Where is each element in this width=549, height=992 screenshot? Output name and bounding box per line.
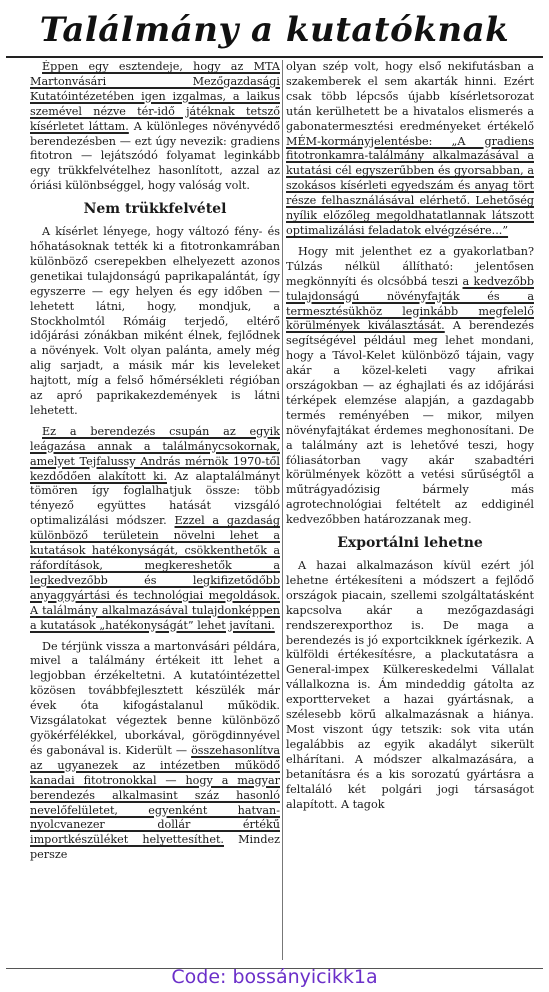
highlighted-text: A találmány alkalmazásával tulajdonképpen a kutatások „hatékonyságát” lehet javítani. [30,603,280,632]
column-divider [282,60,283,960]
clipping-code: Code: bossányicikk1a [171,966,378,988]
subheading: Exportálni lehetne [337,535,483,552]
text-run: De térjünk vissza a martonvásári példára, mivel a találmány értékeit itt lehet a legjobban érzékeltetni. A kutatóintézettel közösen továbbfejlesztett készülék már évek óta kifogástalanul működik. Vizsgálatokat végeztek benne különböző gyökérfélékkel, uborkával, görögdinnyével és gabonával is. Kiderült — [30,639,280,757]
text-run: Hogy mit jelenthet ez a gyakorlatban? Túlzás nélkül állítható: jelentősen megkönnyíti és olcsóbbá teszi [286,244,534,288]
text-run: Mindez persze [30,833,280,862]
highlighted-text: Éppen egy esztendeje, hogy az MTA Martonvásári Mezőgazdasági Kutatóintézetében igen izgalmas, a laikus szemével nézve tér-idő játéknak tetsző kísérletet láttam. [30,60,280,133]
text-run: Az alaptalálmányt tömören így foglalhatjuk össze: több tényező együttes hatását vizsgáló optimalizálási módszer. [30,469,280,528]
highlighted-text: a kedvezőbb tulajdonságú növényfajták és a termesztésükhöz leginkább megfelelő körülmények kiválasztását. [286,274,534,333]
text-run: A berendezés segítségével például meg lehet mondani, hogy a Távol-Kelet különböző tájain, vagy akár a közel-keleti vagy afrikai országokban — az éghajlati és az időjárási térképek elemzése alapján, a gazdagabb termés reményében — mikor, milyen növényfajtákat érdemes meghonosítani. De a találmány azt is lehetővé teszi, hogy fóliasátorban vagy akár szabadtéri körülmények között a vetési sűrűségtől a műtrágyadózisig bármely más agrotechnológiai feltételt az eddiginél kedvezőbben határozzanak meg. [286,319,534,527]
paragraph: A hazai alkalmazáson kívül ezért jól lehetne értékesíteni a módszert a fejlődő országok piacain, szellemi szolgáltatásként kapcsolva akár a mezőgazdasági rendszerexporthoz is. De maga a berendezés is jó exportcikknek ígérkezik. A külföldi értékesítésre, a plackutatásra a General-impex Külkereskedelmi Vállalat vállalkozna is. Ám mindeddig gátolta az exportterveket a hazai gyártásnak, a szélesebb körű alkalmazásnak a hiánya. Most viszont úgy tetszik: sok vita után legalábbis az egyik akadályt sikerült elhárítani. A módszer alkalmazására, a betanításra és a kis sorozatú gyártásra a feltaláló két polgári jogi társaságot alapított. A tagok [286,559,534,811]
highlighted-text: MÉM-kormányjelentésbe: „A gradiens fitotronkamra-találmány alkalmazásával a kutatási cél egyszerűbben és gyorsabban, a szokásos kísérleti egyedszám és anyag tört része felhasználásával elérhető. Lehetőség nyílik előzőleg megoldhatatlannak látszott optimalizálási feladatok elvégzésére...” [286,134,534,237]
article-headline: Találmány a kutatóknak [39,10,510,50]
article-column-right [286,60,534,966]
subheading: Nem trükkfelvétel [83,201,227,218]
paragraph [30,425,280,634]
highlighted-text: Ez a berendezés csupán az egyik leágazása annak a találmánycsokornak, amelyet Tejfalussy András mérnök 1970-től kezdődően alakított ki. [30,424,280,483]
paragraph [286,245,534,528]
text-run: olyan szép volt, hogy első nekifutásban a szakemberek el sem akarták hinni. Ezért csak több lépcsős újabb kísérletsorozat után kerülhetett be a hivatalos elismerés a gabonatermesztési eredményeket értékelő [286,60,534,133]
paragraph [286,60,534,239]
highlighted-text: összehasonlítva az ugyanezek az intézetben működő kanadai fitotronokkal — hogy a magyar berendezés alkalmasint száz hasonló nevelőfelületet, egyenként hatvan-nyolcvanezer dollár értékű importkészüléket helyettesíthet. [30,743,280,847]
text-run: A különleges növényvédő berendezésben — ezt úgy nevezik: gradiens fitotron — lejátszódó folyamat leginkább egy trükkfelvételhez hasonlított, azzal az óriási különbséggel, hogy valóság volt. [30,119,280,193]
highlighted-text: Ezzel a gazdaság különböző területein növelni lehet a kutatások hatékonyságát, csökkenthetők a ráfordítások, megkereshetők a legkedvezőbb és legkifizetődőbb anyaggyártási és technológiai megoldások. [30,514,280,602]
article-column-left [30,60,280,966]
headline-rule [6,56,543,58]
paragraph [30,60,280,194]
paragraph: A kísérlet lényege, hogy változó fény- és hőhatásoknak tették ki a fitotronkamrában különböző cserepekben elhelyezett azonos genetikai tulajdonságú paprikapalántát, így egyszerre — egy helyen és egy időben — lehetett látni, hogy, mondjuk, a Stockholmtól Rómáig terjedő, eltérő időjárási zónákban miként élnek, fejlődnek a növények. Volt olyan palánta, amely még alig sarjadt, a másik már kis leveleket hajtott, míg a felső hőmérsékleti régióban az apró paprikakezdemények is látni lehetett. [30,225,280,417]
paragraph [30,640,280,864]
